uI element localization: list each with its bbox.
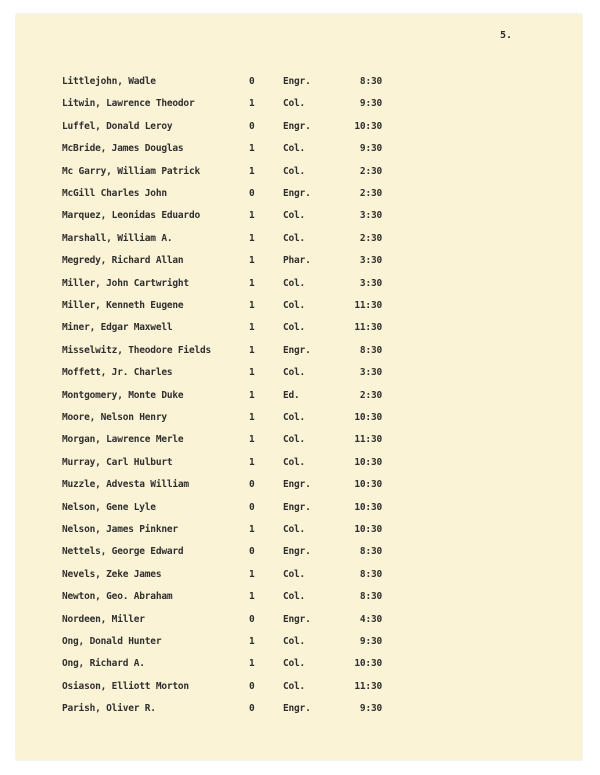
department: Col. [283,680,306,692]
appointment-time: 8:30 [359,568,382,580]
student-name: Ong, Richard A. [62,658,145,670]
department: Col. [283,165,306,177]
student-name: Miller, John Cartwright [62,277,189,289]
appointment-time: 8:30 [359,546,382,558]
appointment-time: 2:30 [359,389,382,401]
page-number: 5. [500,30,513,41]
status-flag: 0 [249,501,255,513]
department: Col. [283,412,306,423]
status-flag: 0 [249,680,255,692]
status-flag: 1 [249,210,255,222]
status-flag: 1 [249,412,255,423]
student-name: Marquez, Leonidas Eduardo [62,210,200,222]
department: Engr. [283,344,311,356]
student-name: Ong, Donald Hunter [62,636,162,647]
student-name: Moffett, Jr. Charles [62,367,173,379]
status-flag: 1 [249,568,255,580]
student-name: Luffel, Donald Leroy [62,120,173,132]
appointment-time: 10:30 [354,658,382,670]
status-flag: 1 [249,277,255,289]
student-name: Morgan, Lawrence Merle [62,434,184,446]
student-name: Litwin, Lawrence Theodor [62,98,195,110]
appointment-time: 3:30 [359,277,382,289]
department: Col. [283,658,306,670]
student-name: McBride, James Douglas [62,143,184,155]
appointment-time: 9:30 [359,703,382,715]
status-flag: 0 [249,703,255,715]
student-name: Mc Garry, William Patrick [62,165,200,177]
status-flag: 1 [249,524,255,535]
student-name: Parish, Oliver R. [62,703,156,715]
department: Col. [283,300,306,311]
department: Col. [283,591,306,603]
student-name: Osiason, Elliott Morton [62,680,189,692]
department: Col. [283,367,306,379]
student-name: Nordeen, Miller [62,613,145,625]
appointment-time: 8:30 [359,76,382,87]
appointment-time: 8:30 [359,344,382,356]
student-name: Murray, Carl Hulburt [62,456,173,468]
department: Col. [283,210,306,222]
appointment-time: 11:30 [354,300,382,311]
department: Engr. [283,546,311,558]
student-name: McGill Charles John [62,188,167,199]
appointment-time: 4:30 [359,613,382,625]
appointment-time: 10:30 [354,120,382,132]
department: Col. [283,322,306,334]
student-name: Nettels, George Edward [62,546,184,558]
student-name: Miller, Kenneth Eugene [62,300,184,311]
status-flag: 1 [249,143,255,155]
status-flag: 1 [249,255,255,267]
status-flag: 0 [249,479,255,491]
status-flag: 1 [249,300,255,311]
status-flag: 1 [249,165,255,177]
appointment-time: 2:30 [359,188,382,199]
department: Col. [283,98,306,110]
department: Ed. [283,389,300,401]
department: Phar. [283,255,311,267]
status-flag: 1 [249,367,255,379]
department: Col. [283,277,306,289]
status-flag: 1 [249,322,255,334]
appointment-time: 8:30 [359,591,382,603]
student-name: Misselwitz, Theodore Fields [62,344,212,356]
department: Engr. [283,188,311,199]
student-name: Moore, Nelson Henry [62,412,167,423]
appointment-time: 11:30 [354,434,382,446]
student-name: Nevels, Zeke James [62,568,162,580]
student-name: Littlejohn, Wadle [62,76,156,87]
department: Engr. [283,703,311,715]
department: Engr. [283,613,311,625]
appointment-time: 10:30 [354,524,382,535]
appointment-time: 2:30 [359,232,382,244]
appointment-time: 3:30 [359,255,382,267]
status-flag: 0 [249,546,255,558]
department: Col. [283,143,306,155]
appointment-time: 11:30 [354,322,382,334]
department: Col. [283,568,306,580]
student-name: Nelson, James Pinkner [62,524,178,535]
appointment-time: 3:30 [359,367,382,379]
appointment-time: 10:30 [354,501,382,513]
status-flag: 0 [249,120,255,132]
appointment-time: 3:30 [359,210,382,222]
appointment-time: 9:30 [359,143,382,155]
department: Engr. [283,120,311,132]
student-name: Megredy, Richard Allan [62,255,184,267]
student-name: Montgomery, Monte Duke [62,389,184,401]
department: Engr. [283,76,311,87]
status-flag: 1 [249,636,255,647]
status-flag: 1 [249,344,255,356]
appointment-time: 2:30 [359,165,382,177]
status-flag: 0 [249,613,255,625]
status-flag: 1 [249,591,255,603]
department: Col. [283,636,306,647]
appointment-time: 10:30 [354,456,382,468]
student-name: Miner, Edgar Maxwell [62,322,173,334]
department: Engr. [283,501,311,513]
appointment-time: 10:30 [354,412,382,423]
status-flag: 1 [249,389,255,401]
appointment-time: 11:30 [354,680,382,692]
department: Engr. [283,479,311,491]
department: Col. [283,434,306,446]
appointment-time: 9:30 [359,636,382,647]
status-flag: 1 [249,658,255,670]
department: Col. [283,456,306,468]
student-name: Newton, Geo. Abraham [62,591,173,603]
student-name: Nelson, Gene Lyle [62,501,156,513]
appointment-time: 9:30 [359,98,382,110]
status-flag: 0 [249,188,255,199]
department: Col. [283,232,306,244]
status-flag: 1 [249,98,255,110]
status-flag: 1 [249,434,255,446]
status-flag: 1 [249,456,255,468]
status-flag: 1 [249,232,255,244]
student-name: Muzzle, Advesta William [62,479,189,491]
status-flag: 0 [249,76,255,87]
appointment-time: 10:30 [354,479,382,491]
student-name: Marshall, William A. [62,232,173,244]
department: Col. [283,524,306,535]
